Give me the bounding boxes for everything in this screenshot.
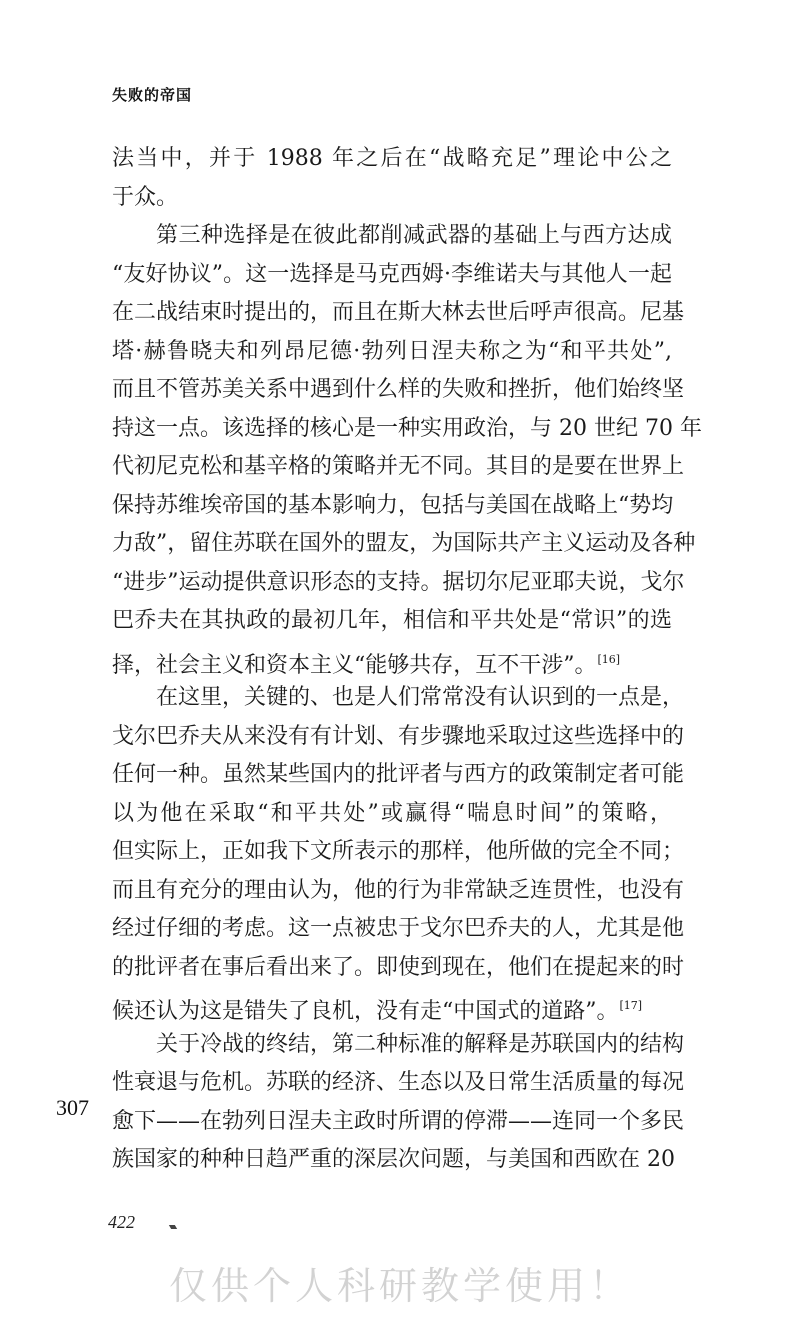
text-line	[112, 872, 685, 911]
line-text: 而且不管苏美关系中遇到什么样的失败和挫折，他们始终坚	[112, 377, 685, 402]
line-text: 第三种选择是在彼此都削减武器的基础上与西方达成	[156, 223, 672, 248]
line-text: 而且有充分的理由认为，他的行为非常缺乏连贯性，也没有	[112, 877, 685, 903]
line-text: “进步”运动提供意识形态的支持。据切尔尼亚耶夫说，戈尔	[112, 569, 685, 595]
line-text: 族国家的种种日趋严重的深层次问题，与美国和西欧在 20	[112, 1147, 675, 1172]
line-text: 法当中，并于 1988 年之后在“战略充足”理论中公之	[112, 146, 672, 171]
text-line	[112, 294, 685, 333]
line-text: 但实际上，正如我下文所表示的那样，他所做的完全不同；	[112, 839, 685, 864]
text-line	[112, 256, 672, 295]
line-text: 在二战结束时提出的，而且在斯大林去世后呼声很高。尼基	[112, 300, 685, 325]
line-text: 择，社会主义和资本主义“能够共存，互不干涉”。	[112, 652, 597, 678]
line-text: 性衰退与危机。苏联的经济、生态以及日常生活质量的每况	[112, 1070, 685, 1095]
text-line	[112, 525, 696, 564]
text-line	[112, 641, 672, 680]
footnote-reference[interactable]: [16]	[597, 652, 621, 666]
text-line	[112, 1064, 685, 1103]
line-text: 保持苏维埃帝国的基本影响力，包括与美国在战略上“势均	[112, 492, 674, 518]
text-line	[112, 795, 672, 834]
line-text: 戈尔巴乔夫从来没有有计划、有步骤地采取过这些选择中的	[112, 723, 685, 749]
text-line	[112, 371, 685, 410]
text-line	[112, 679, 685, 718]
line-text: 代初尼克松和基辛格的策略并无不同。其目的是要在世界上	[112, 454, 685, 479]
line-text: 力敌”，留住苏联在国外的盟友，为国际共产主义运动及各种	[112, 531, 696, 556]
line-text: 关于冷战的终结，第二种标准的解释是苏联国内的结构	[156, 1031, 685, 1057]
line-text: 持这一点。该选择的核心是一种实用政治，与 20 世纪 70 年	[112, 415, 702, 441]
text-line	[112, 333, 672, 372]
text-line	[112, 487, 672, 526]
text-line	[112, 1026, 685, 1065]
footnote-reference[interactable]: [17]	[619, 999, 643, 1012]
line-text: 的批评者在事后看出来了。即使到现在，他们在提起来的时	[112, 954, 685, 980]
line-text: “友好协议”。这一选择是马克西姆·李维诺夫与其他人一起	[112, 261, 672, 287]
line-text: 在这里，关键的、也是人们常常没有认识到的一点是，	[156, 685, 685, 710]
text-line	[112, 564, 685, 603]
text-line	[112, 718, 685, 757]
running-head: 失败的帝国	[112, 86, 193, 104]
line-text: 经过仔细的考虑。这一点被忠于戈尔巴乔夫的人，尤其是他	[112, 916, 685, 941]
text-line	[112, 1103, 685, 1142]
line-text: 愈下——在勃列日涅夫主政时所谓的停滞——连同一个多民	[112, 1108, 685, 1134]
text-line	[112, 949, 685, 988]
text-line	[112, 448, 685, 487]
scan-speck	[169, 1225, 177, 1229]
text-line	[112, 1141, 675, 1180]
line-text: 于众。	[112, 184, 179, 210]
text-line	[112, 833, 685, 872]
line-text: 以为他在采取“和平共处”或赢得“喘息时间”的策略，	[112, 800, 672, 826]
line-text: 候还认为这是错失了良机，没有走“中国式的道路”。	[112, 999, 619, 1024]
text-line	[112, 410, 702, 449]
body-text	[112, 140, 702, 1180]
text-line	[112, 756, 685, 795]
line-text: 巴乔夫在其执政的最初几年，相信和平共处是“常识”的选	[112, 608, 672, 633]
text-line	[112, 987, 672, 1026]
margin-page-reference: 307	[56, 1095, 89, 1120]
watermark: 仅供个人科研教学使用！	[168, 1264, 631, 1308]
text-line	[112, 910, 685, 949]
page-number: 422	[108, 1212, 135, 1232]
text-line	[112, 179, 672, 218]
line-text: 塔·赫鲁晓夫和列昂尼德·勃列日涅夫称之为“和平共处”,	[112, 338, 672, 364]
text-line	[112, 140, 672, 179]
text-line	[112, 602, 672, 641]
text-line	[112, 217, 672, 256]
line-text: 任何一种。虽然某些国内的批评者与西方的政策制定者可能	[112, 762, 685, 787]
